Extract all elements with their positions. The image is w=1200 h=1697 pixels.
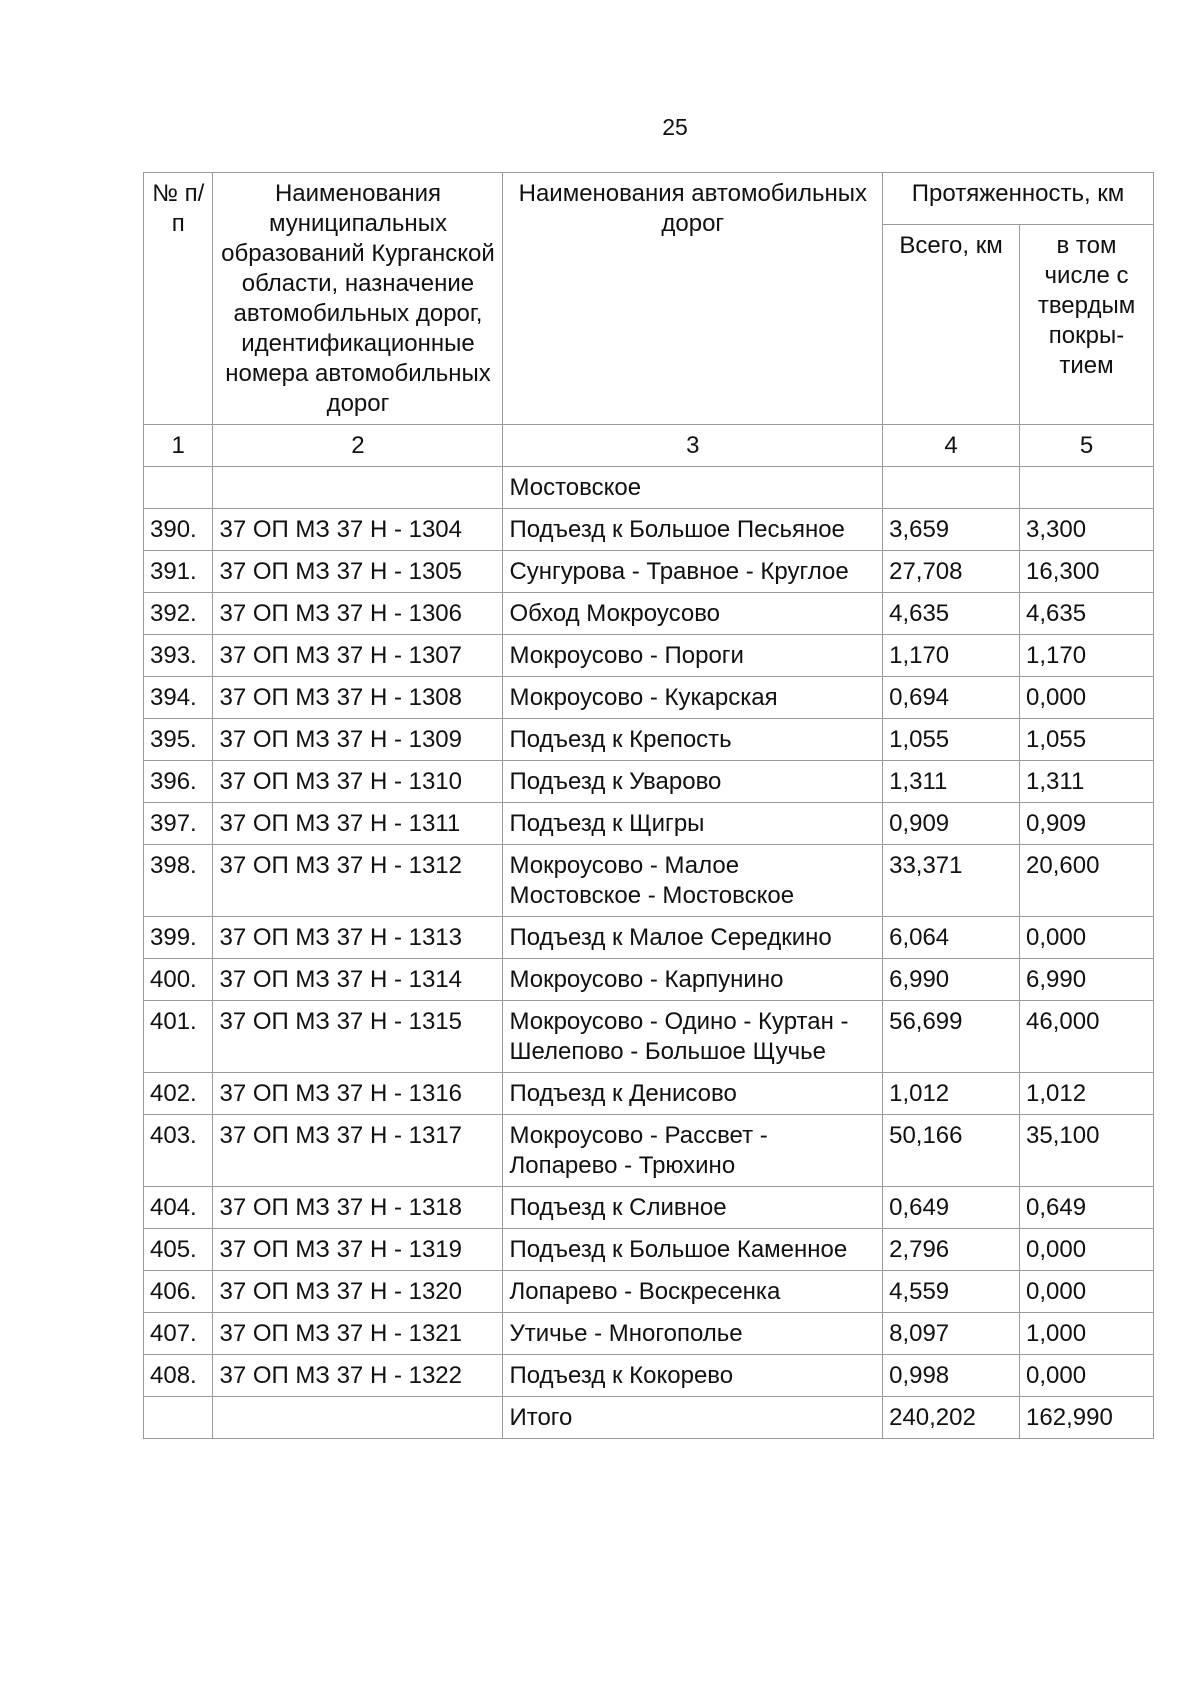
road-name-cell: Мокроусово - Одино - Куртан - Шелепово - Большое Щучье (503, 1001, 883, 1073)
total-km-cell: 3,659 (883, 509, 1020, 551)
road-name-cell: Подъезд к Щигры (503, 803, 883, 845)
total-km-cell: 1,311 (883, 761, 1020, 803)
road-name-cell: Подъезд к Кокорево (503, 1355, 883, 1397)
table-body (144, 425, 1154, 1439)
table-row (144, 719, 1154, 761)
road-name-cell: Лопарево - Воскресенка (503, 1271, 883, 1313)
empty-cell (883, 467, 1020, 509)
paved-km-sum: 162,990 (1020, 1397, 1154, 1439)
road-id-cell: 37 ОП МЗ 37 Н - 1314 (213, 959, 503, 1001)
row-number-cell: 405. (144, 1229, 213, 1271)
table-row (144, 635, 1154, 677)
total-km-cell: 6,064 (883, 917, 1020, 959)
total-km-cell: 4,559 (883, 1271, 1020, 1313)
row-number-cell: 404. (144, 1187, 213, 1229)
paved-km-cell: 6,990 (1020, 959, 1154, 1001)
table-row (144, 593, 1154, 635)
table-row (144, 761, 1154, 803)
paved-km-cell: 0,000 (1020, 917, 1154, 959)
road-id-cell: 37 ОП МЗ 37 Н - 1320 (213, 1271, 503, 1313)
paved-km-cell: 46,000 (1020, 1001, 1154, 1073)
paved-km-cell: 35,100 (1020, 1115, 1154, 1187)
road-id-cell: 37 ОП МЗ 37 Н - 1312 (213, 845, 503, 917)
road-name-cell: Подъезд к Уварово (503, 761, 883, 803)
paved-km-cell: 1,170 (1020, 635, 1154, 677)
total-km-cell: 4,635 (883, 593, 1020, 635)
road-id-cell: 37 ОП МЗ 37 Н - 1313 (213, 917, 503, 959)
total-label: Итого (503, 1397, 883, 1439)
table-row (144, 677, 1154, 719)
row-number-cell: 400. (144, 959, 213, 1001)
header-road-name: Наименования автомобильных дорог (503, 173, 883, 425)
total-km-cell: 1,012 (883, 1073, 1020, 1115)
row-number-cell: 398. (144, 845, 213, 917)
column-number: 5 (1020, 425, 1154, 467)
table-row (144, 1355, 1154, 1397)
paved-km-cell: 0,000 (1020, 1229, 1154, 1271)
total-km-cell: 0,998 (883, 1355, 1020, 1397)
header-length-group: Протяженность, км (883, 173, 1154, 225)
road-name-cell: Мокроусово - Рассвет - Лопарево - Трюхино (503, 1115, 883, 1187)
row-number-cell: 390. (144, 509, 213, 551)
table-row (144, 803, 1154, 845)
paved-km-cell: 20,600 (1020, 845, 1154, 917)
header-number: № п/п (144, 173, 213, 425)
paved-km-cell: 1,311 (1020, 761, 1154, 803)
road-id-cell: 37 ОП МЗ 37 Н - 1316 (213, 1073, 503, 1115)
table-row (144, 1187, 1154, 1229)
total-km-cell: 6,990 (883, 959, 1020, 1001)
empty-cell (213, 467, 503, 509)
row-number-cell: 392. (144, 593, 213, 635)
table-row (144, 551, 1154, 593)
road-name-cell: Мокроусово - Малое Мостовское - Мостовское (503, 845, 883, 917)
road-id-cell: 37 ОП МЗ 37 Н - 1319 (213, 1229, 503, 1271)
road-id-cell: 37 ОП МЗ 37 Н - 1309 (213, 719, 503, 761)
road-name-cell: Обход Мокроусово (503, 593, 883, 635)
table-row (144, 1271, 1154, 1313)
road-name-cell: Подъезд к Денисово (503, 1073, 883, 1115)
road-name-cell: Подъезд к Большое Каменное (503, 1229, 883, 1271)
row-number-cell: 407. (144, 1313, 213, 1355)
road-name-cell: Подъезд к Сливное (503, 1187, 883, 1229)
paved-km-cell: 1,055 (1020, 719, 1154, 761)
row-number-cell: 408. (144, 1355, 213, 1397)
row-number-cell: 394. (144, 677, 213, 719)
row-number-cell: 401. (144, 1001, 213, 1073)
road-name-cell: Сунгурова - Травное - Круглое (503, 551, 883, 593)
road-name-cell: Утичье - Многополье (503, 1313, 883, 1355)
paved-km-cell: 0,000 (1020, 1355, 1154, 1397)
paved-km-cell: 4,635 (1020, 593, 1154, 635)
row-number-cell: 402. (144, 1073, 213, 1115)
paved-km-cell: 1,000 (1020, 1313, 1154, 1355)
road-name-cell: Подъезд к Крепость (503, 719, 883, 761)
road-id-cell: 37 ОП МЗ 37 Н - 1306 (213, 593, 503, 635)
section-row (144, 467, 1154, 509)
row-number-cell: 391. (144, 551, 213, 593)
column-number: 4 (883, 425, 1020, 467)
table-row (144, 1073, 1154, 1115)
total-km-cell: 33,371 (883, 845, 1020, 917)
empty-cell (144, 1397, 213, 1439)
total-km-cell: 0,694 (883, 677, 1020, 719)
road-name-cell: Подъезд к Малое Середкино (503, 917, 883, 959)
header-total-km: Всего, км (883, 224, 1020, 424)
table-row (144, 917, 1154, 959)
column-number-row (144, 425, 1154, 467)
page-number: 25 (662, 114, 688, 140)
road-id-cell: 37 ОП МЗ 37 Н - 1310 (213, 761, 503, 803)
total-km-cell: 8,097 (883, 1313, 1020, 1355)
road-id-cell: 37 ОП МЗ 37 Н - 1304 (213, 509, 503, 551)
paved-km-cell: 1,012 (1020, 1073, 1154, 1115)
road-id-cell: 37 ОП МЗ 37 Н - 1305 (213, 551, 503, 593)
table-row (144, 1229, 1154, 1271)
total-km-cell: 0,649 (883, 1187, 1020, 1229)
row-number-cell: 393. (144, 635, 213, 677)
row-number-cell: 403. (144, 1115, 213, 1187)
table-row (144, 1115, 1154, 1187)
total-km-sum: 240,202 (883, 1397, 1020, 1439)
table-row (144, 1313, 1154, 1355)
paved-km-cell: 16,300 (1020, 551, 1154, 593)
total-km-cell: 27,708 (883, 551, 1020, 593)
road-id-cell: 37 ОП МЗ 37 Н - 1321 (213, 1313, 503, 1355)
road-id-cell: 37 ОП МЗ 37 Н - 1317 (213, 1115, 503, 1187)
empty-cell (144, 467, 213, 509)
roads-table (143, 172, 1154, 1439)
road-name-cell: Подъезд к Большое Песьяное (503, 509, 883, 551)
section-title: Мостовское (503, 467, 883, 509)
empty-cell (1020, 467, 1154, 509)
table-header (144, 173, 1154, 425)
table-row (144, 845, 1154, 917)
column-number: 3 (503, 425, 883, 467)
paved-km-cell: 0,649 (1020, 1187, 1154, 1229)
row-number-cell: 397. (144, 803, 213, 845)
road-id-cell: 37 ОП МЗ 37 Н - 1311 (213, 803, 503, 845)
table-row (144, 1001, 1154, 1073)
row-number-cell: 406. (144, 1271, 213, 1313)
total-km-cell: 1,170 (883, 635, 1020, 677)
header-municipality: Наименования муниципальных образований Курганской области, назначение автомобильных дорог, идентификационные номера автомобильных дорог (213, 173, 503, 425)
total-km-cell: 1,055 (883, 719, 1020, 761)
row-number-cell: 399. (144, 917, 213, 959)
total-km-cell: 56,699 (883, 1001, 1020, 1073)
road-id-cell: 37 ОП МЗ 37 Н - 1315 (213, 1001, 503, 1073)
table-row (144, 959, 1154, 1001)
total-km-cell: 50,166 (883, 1115, 1020, 1187)
road-name-cell: Мокроусово - Кукарская (503, 677, 883, 719)
road-id-cell: 37 ОП МЗ 37 Н - 1307 (213, 635, 503, 677)
road-id-cell: 37 ОП МЗ 37 Н - 1322 (213, 1355, 503, 1397)
road-name-cell: Мокроусово - Пороги (503, 635, 883, 677)
total-row (144, 1397, 1154, 1439)
paved-km-cell: 0,909 (1020, 803, 1154, 845)
column-number: 2 (213, 425, 503, 467)
paved-km-cell: 0,000 (1020, 677, 1154, 719)
road-id-cell: 37 ОП МЗ 37 Н - 1318 (213, 1187, 503, 1229)
road-id-cell: 37 ОП МЗ 37 Н - 1308 (213, 677, 503, 719)
paved-km-cell: 3,300 (1020, 509, 1154, 551)
row-number-cell: 396. (144, 761, 213, 803)
empty-cell (213, 1397, 503, 1439)
header-paved-km: в том числе с твердым покры-тием (1020, 224, 1154, 424)
paved-km-cell: 0,000 (1020, 1271, 1154, 1313)
total-km-cell: 0,909 (883, 803, 1020, 845)
total-km-cell: 2,796 (883, 1229, 1020, 1271)
road-name-cell: Мокроусово - Карпунино (503, 959, 883, 1001)
column-number: 1 (144, 425, 213, 467)
row-number-cell: 395. (144, 719, 213, 761)
table-row (144, 509, 1154, 551)
